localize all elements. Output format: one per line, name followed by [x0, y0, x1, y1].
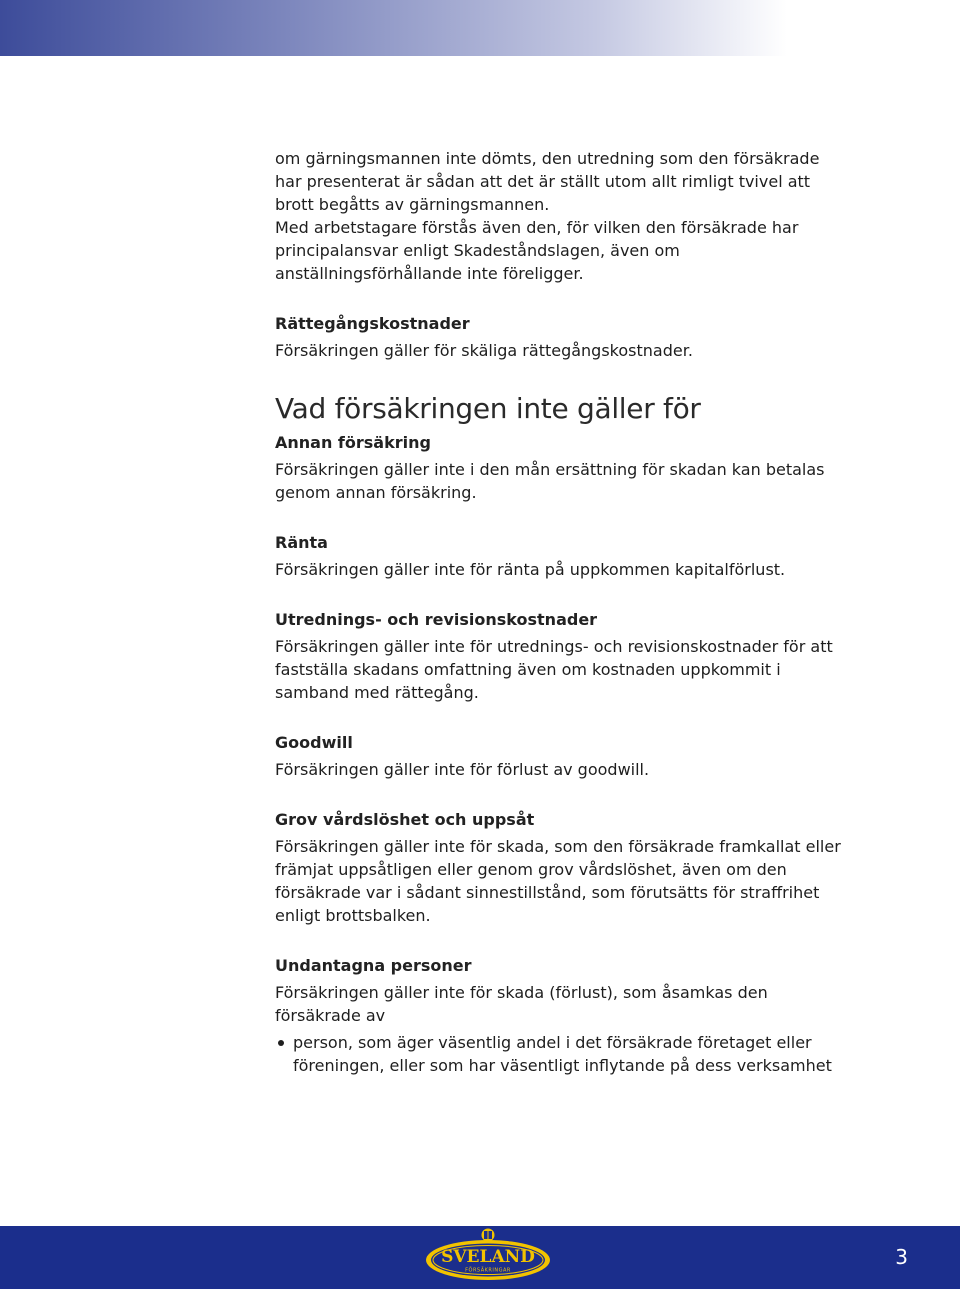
crest-icon	[481, 1228, 495, 1242]
list-item	[275, 1031, 850, 1077]
section-heading: Grov vårdslöshet och uppsåt	[275, 810, 535, 829]
section-heading: Undantagna personer	[275, 956, 472, 975]
section-text: Försäkringen gäller inte för skada, som den försäkrade framkallat eller främjat uppsåtligen eller genom grov vårdslöshet, även om den försäkrade var i sådant sinnestillstånd, som förutsätts för straffrihet enligt brottsbalken.	[275, 837, 841, 925]
section-annan-forsakring	[275, 432, 850, 504]
section-heading: Annan försäkring	[275, 433, 431, 452]
page-title: Vad försäkringen inte gäller för	[275, 392, 701, 425]
section-undantagna-personer	[275, 955, 850, 1077]
section-heading: Utrednings- och revisionskostnader	[275, 610, 598, 629]
list-item-text: person, som äger väsentlig andel i det försäkrade företaget eller föreningen, eller som har väsentligt inflytande på dess verksamhet	[293, 1033, 832, 1075]
bullet-list	[275, 1031, 850, 1077]
page-number: 3	[895, 1245, 908, 1269]
section-utredningskostnader	[275, 609, 850, 704]
intro-paragraph-2: Med arbetstagare förstås även den, för vilken den försäkrade har principalansvar enligt Skadeståndslagen, även om anställningsförhållande inte föreligger.	[275, 218, 799, 283]
section-text: Försäkringen gäller inte för utrednings- och revisionskostnader för att fastställa skadans omfattning även om kostnaden uppkommit i samband med rättegång.	[275, 637, 833, 702]
section-text: Försäkringen gäller inte för skada (förlust), som åsamkas den försäkrade av	[275, 983, 768, 1025]
logo-wordmark: SVELAND	[441, 1247, 535, 1267]
intro-paragraph-1: om gärningsmannen inte dömts, den utredning som den försäkrade har presenterat är sådan att det är ställt utom allt rimligt tvivel att brott begåtts av gärningsmannen.	[275, 149, 820, 214]
section-text: Försäkringen gäller inte för ränta på uppkommen kapitalförlust.	[275, 560, 786, 579]
logo-subtitle: FÖRSÄKRINGAR	[465, 1267, 511, 1274]
section-goodwill	[275, 732, 850, 781]
section-heading: Ränta	[275, 533, 328, 552]
sveland-logo	[423, 1227, 553, 1283]
header-gradient-band	[0, 0, 960, 56]
section-grov-vardsloshet	[275, 809, 850, 927]
section-text: Försäkringen gäller inte i den mån ersättning för skadan kan betalas genom annan försäkring.	[275, 460, 825, 502]
section-rattegangskostnader	[275, 313, 850, 362]
bullet-icon	[278, 1040, 284, 1046]
section-ranta	[275, 532, 850, 581]
document-body	[275, 147, 850, 1077]
section-heading: Rättegångskostnader	[275, 314, 470, 333]
section-text: Försäkringen gäller inte för förlust av goodwill.	[275, 760, 650, 779]
section-text: Försäkringen gäller för skäliga rättegångskostnader.	[275, 341, 693, 360]
section-heading: Goodwill	[275, 733, 353, 752]
